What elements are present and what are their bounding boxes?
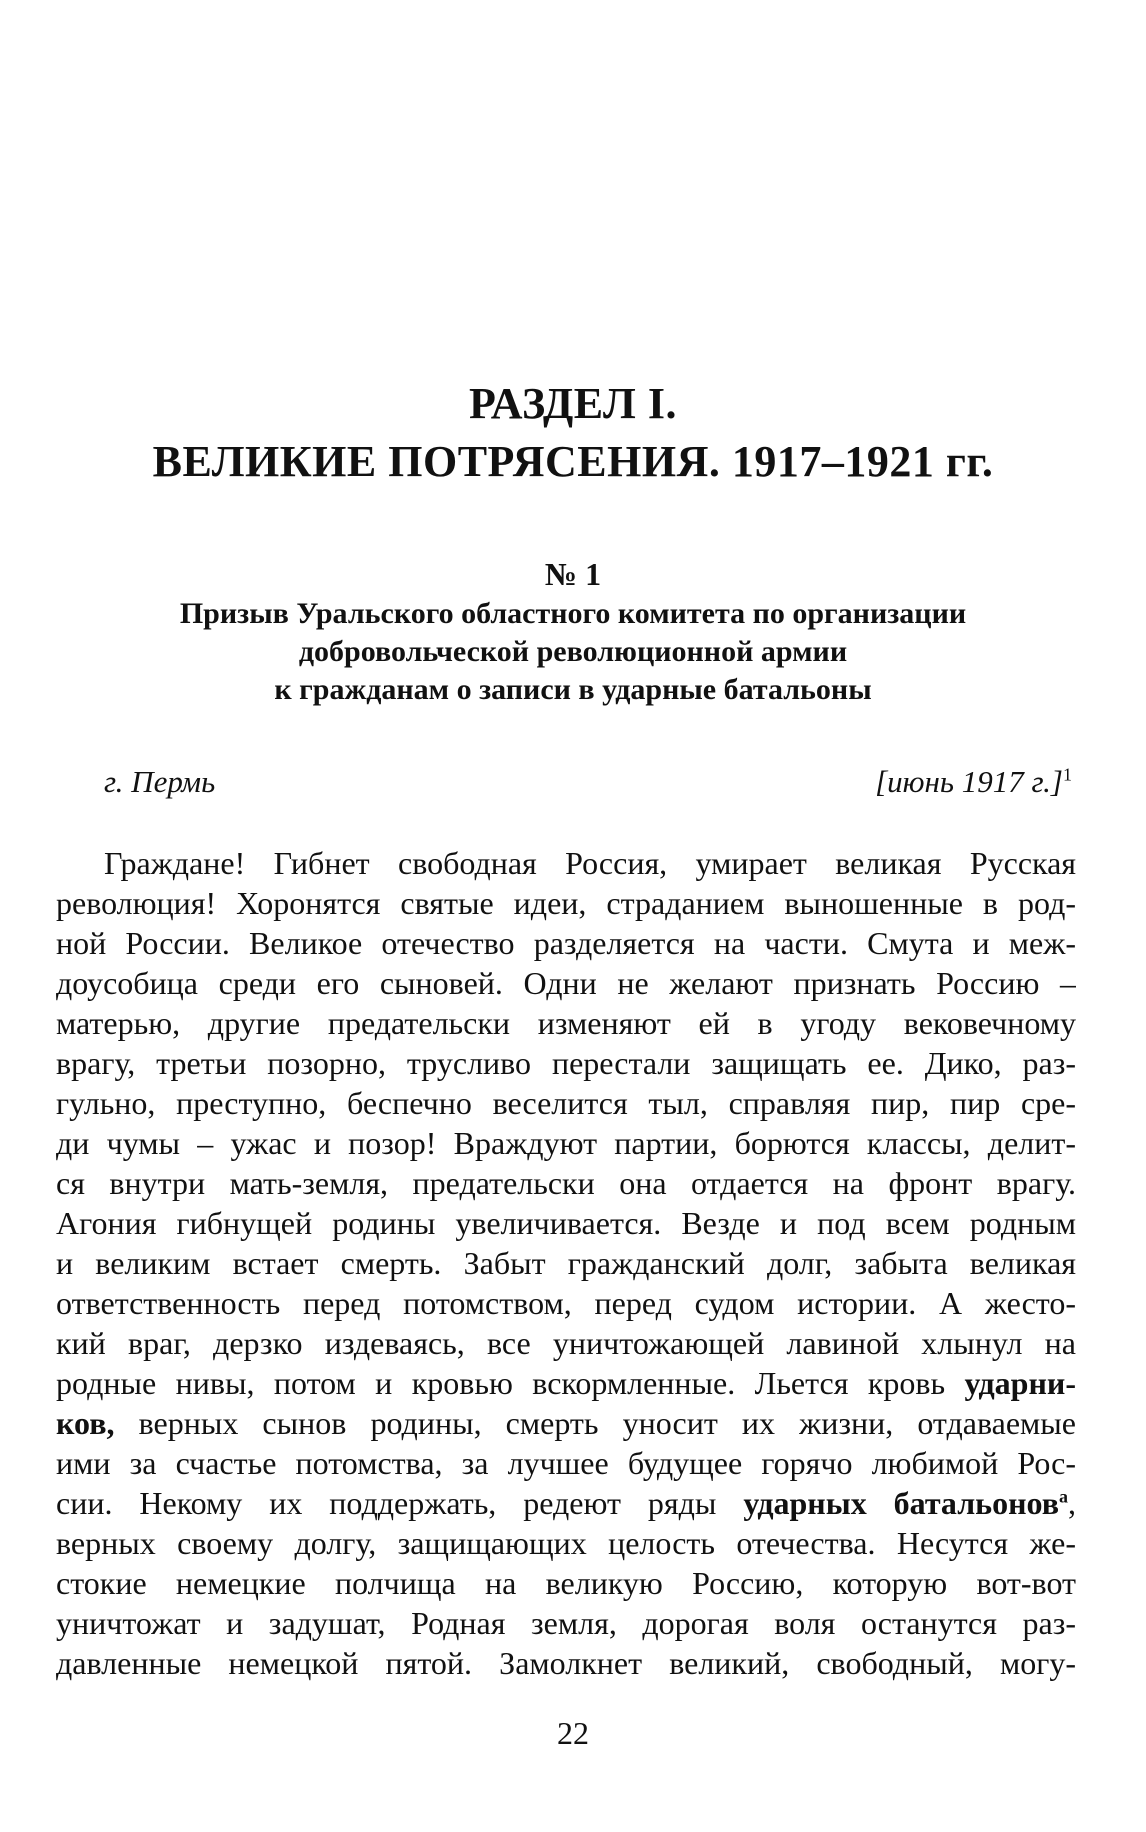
body-line: доусобица среди его сыновей. Одни не желают признать Россию –	[56, 965, 1076, 1001]
body-text-run: родные нивы, потом и кровью вскормленные. Льется кровь	[56, 1365, 965, 1401]
document-heading	[0, 555, 1146, 709]
page-number: 22	[557, 1715, 589, 1751]
document-date: [июнь 1917 г.]	[875, 764, 1063, 799]
body-line: стокие немецкие полчища на великую Россию, которую вот-вот	[56, 1565, 1076, 1601]
section-title: РАЗДЕЛ I.	[469, 379, 677, 428]
document-title-line: к гражданам о записи в ударные батальоны	[274, 673, 872, 706]
document-title-line: Призыв Уральского областного комитета по организации	[179, 597, 967, 630]
body-line: верных своему долгу, защищающих целость отечества. Несутся же-	[56, 1525, 1076, 1561]
body-line	[56, 1483, 1076, 1523]
document-place: г. Пермь	[104, 764, 216, 799]
footnote-reference: 1	[1063, 764, 1072, 785]
document-body	[56, 843, 1076, 1683]
place-date-row	[104, 762, 1072, 802]
document-date-wrapper	[875, 762, 1072, 802]
body-text-run: сии. Некому их поддержать, редеют ряды	[56, 1485, 744, 1521]
body-line: ими за счастье потомства, за лучшее будущее горячо любимой Рос-	[56, 1445, 1076, 1481]
body-text-run: ,	[1068, 1485, 1076, 1521]
document-number: № 1	[544, 556, 602, 592]
emphasized-term: ударных батальонов	[743, 1485, 1060, 1521]
body-line: ной России. Великое отечество разделяется на части. Смута и меж-	[56, 925, 1076, 961]
emphasized-term: ков,	[56, 1405, 115, 1441]
section-subtitle: ВЕЛИКИЕ ПОТРЯСЕНИЯ. 1917–1921 гг.	[152, 437, 994, 486]
body-line: гульно, преступно, беспечно веселится тыл, справляя пир, пир сре-	[56, 1085, 1076, 1121]
body-line	[56, 1403, 1076, 1443]
section-heading	[0, 375, 1146, 491]
body-line	[56, 1363, 1076, 1403]
textual-note-reference: а	[1059, 1486, 1069, 1507]
body-line: Агония гибнущей родины увеличивается. Везде и под всем родным	[56, 1205, 1076, 1241]
body-line: давленные немецкой пятой. Замолкнет великий, свободный, могу-	[56, 1645, 1076, 1681]
body-line: уничтожат и задушат, Родная земля, дорогая воля останутся раз-	[56, 1605, 1076, 1641]
body-line: ся внутри мать-земля, предательски она отдается на фронт врагу.	[56, 1165, 1076, 1201]
body-line: революция! Хоронятся святые идеи, страданием выношенные в род-	[56, 885, 1076, 921]
emphasized-term: ударни-	[964, 1365, 1076, 1401]
body-line: ответственность перед потомством, перед судом истории. А жесто-	[56, 1285, 1076, 1321]
body-line: кий враг, дерзко издеваясь, все уничтожающей лавиной хлынул на	[56, 1325, 1076, 1361]
body-line: врагу, третьи позорно, трусливо перестали защищать ее. Дико, раз-	[56, 1045, 1076, 1081]
body-line: Граждане! Гибнет свободная Россия, умирает великая Русская	[104, 845, 1076, 881]
body-text-run: верных сынов родины, смерть уносит их жизни, отдаваемые	[114, 1405, 1076, 1441]
body-line: ди чумы – ужас и позор! Враждуют партии, борются классы, делит-	[56, 1125, 1076, 1161]
document-title-line: добровольческой революционной армии	[298, 635, 848, 668]
body-line: матерью, другие предательски изменяют ей в угоду вековечному	[56, 1005, 1076, 1041]
body-line: и великим встает смерть. Забыт гражданский долг, забыта великая	[56, 1245, 1076, 1281]
